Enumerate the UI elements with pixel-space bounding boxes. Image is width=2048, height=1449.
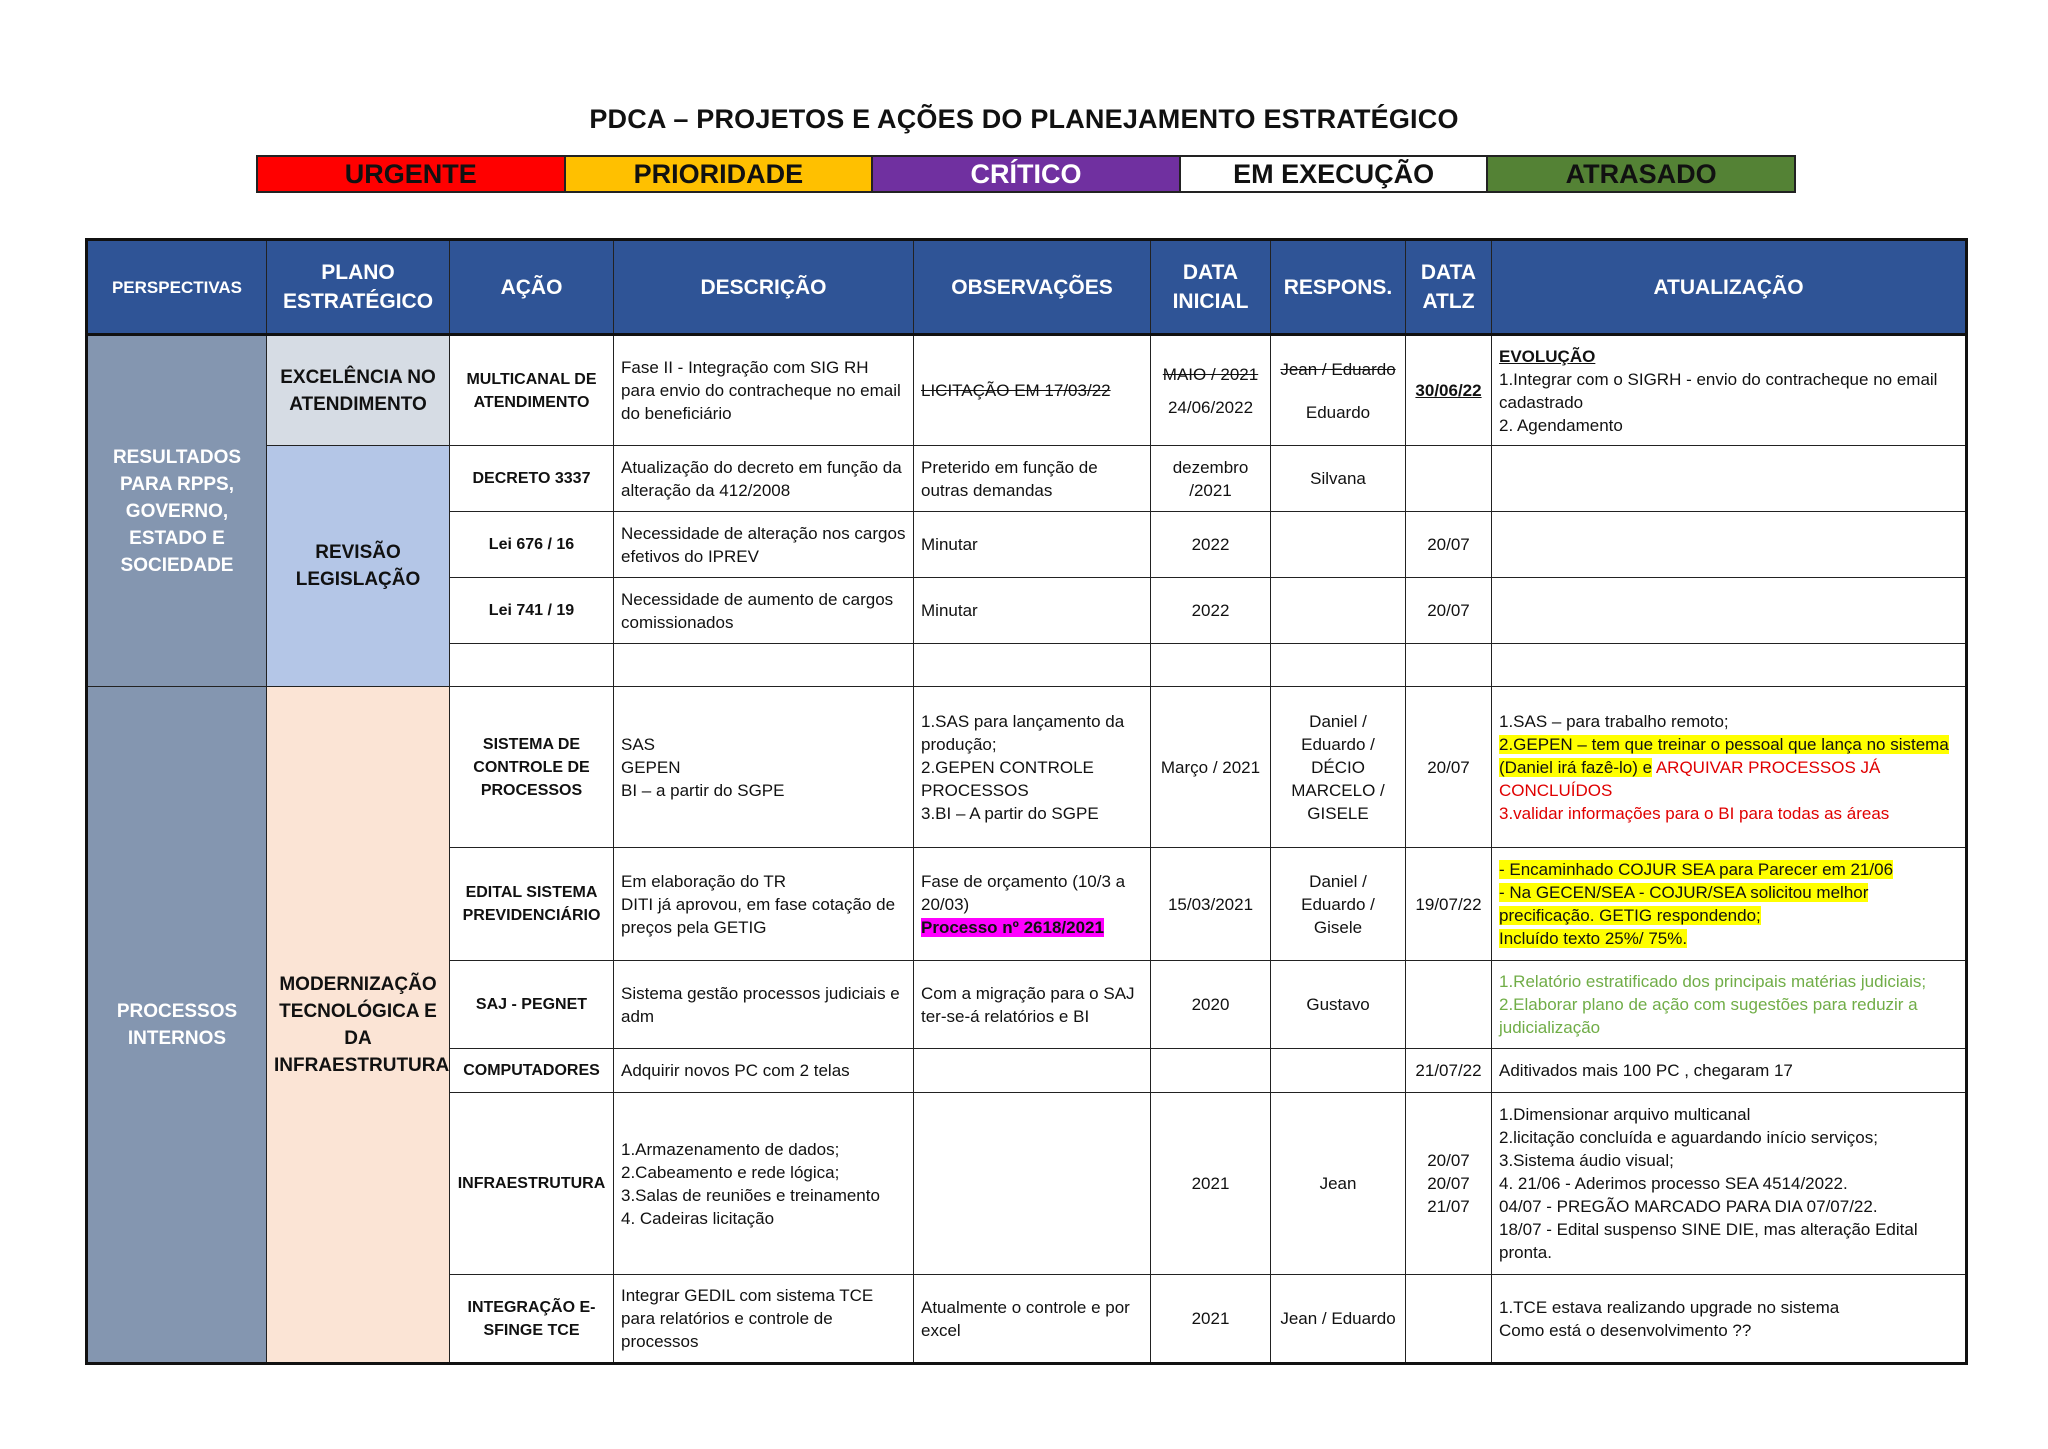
observation-cell: Atualmente o controle e por excel (914, 1275, 1151, 1364)
page-title: PDCA – PROJETOS E AÇÕES DO PLANEJAMENTO ESTRATÉGICO (589, 104, 1459, 134)
update-date-cell: 20/07 (1406, 578, 1492, 644)
update-cell (1492, 446, 1967, 512)
observation-cell (914, 335, 1151, 446)
legend-em-execucao (1181, 157, 1489, 191)
start-date-cell: dezembro /2021 (1151, 446, 1271, 512)
header-observacoes: OBSERVAÇÕES (914, 240, 1151, 335)
action-cell: Lei 741 / 19 (450, 578, 614, 644)
table-row (87, 446, 1967, 512)
responsible-cell: Gustavo (1271, 961, 1406, 1049)
empty-cell (450, 644, 614, 687)
table-row (87, 335, 1967, 446)
update-date: 20/07 (1427, 1174, 1470, 1193)
responsible-cell: Jean / Eduardo (1271, 1275, 1406, 1364)
update-line: 3.Sistema áudio visual; (1499, 1151, 1674, 1170)
action-cell: COMPUTADORES (450, 1049, 614, 1093)
update-line: 04/07 - PREGÃO MARCADO PARA DIA 07/07/22. (1499, 1197, 1878, 1216)
observation-cell: Preterido em função de outras demandas (914, 446, 1151, 512)
empty-cell (1492, 644, 1967, 687)
description-cell: Fase II - Integração com SIG RH para envio do contracheque no email do beneficiário (614, 335, 914, 446)
update-cell (1492, 687, 1967, 848)
description-line: 2.Cabeamento e rede lógica; (621, 1162, 840, 1182)
start-date-cell: 2022 (1151, 512, 1271, 578)
description-cell: Adquirir novos PC com 2 telas (614, 1049, 914, 1093)
update-date-cell (1406, 446, 1492, 512)
start-date-cell (1151, 1049, 1271, 1093)
empty-cell (914, 644, 1151, 687)
observation-cell (914, 1049, 1151, 1093)
update-line: Incluído texto 25%/ 75%. (1499, 929, 1688, 948)
update-line: 1.Integrar com o SIGRH - envio do contracheque no email cadastrado (1499, 369, 1938, 412)
struck-responsible: Jean / Eduardo (1280, 359, 1396, 379)
description-cell: Necessidade de alteração nos cargos efetivos do IPREV (614, 512, 914, 578)
header-respons: RESPONS. (1271, 240, 1406, 335)
action-cell: INTEGRAÇÃO E-SFINGE TCE (450, 1275, 614, 1364)
plan-excelencia: EXCELÊNCIA NO ATENDIMENTO (267, 335, 450, 446)
description-cell: Integrar GEDIL com sistema TCE para relatórios e controle de processos (614, 1275, 914, 1364)
table-row (87, 687, 1967, 848)
observation-cell: Minutar (914, 578, 1151, 644)
description-cell: Atualização do decreto em função da alteração da 412/2008 (614, 446, 914, 512)
action-cell: SISTEMA DE CONTROLE DE PROCESSOS (450, 687, 614, 848)
observation-cell: Com a migração para o SAJ ter-se-á relatórios e BI (914, 961, 1151, 1049)
update-date-cell (1406, 335, 1492, 446)
description-cell (614, 848, 914, 961)
plan-modernizacao: MODERNIZAÇÃO TECNOLÓGICA E DA INFRAESTRUTURA (267, 687, 450, 1364)
legend-prioridade (566, 157, 874, 191)
struck-text: LICITAÇÃO EM 17/03/22 (921, 381, 1111, 400)
observation-cell (914, 848, 1151, 961)
update-date-cell: 19/07/22 (1406, 848, 1492, 961)
description-line: SAS (621, 734, 656, 754)
header-row (87, 240, 1967, 335)
empty-cell (614, 644, 914, 687)
update-date: 20/07 (1427, 1151, 1470, 1170)
update-cell (1492, 578, 1967, 644)
update-line: 4. 21/06 - Aderimos processo SEA 4514/2022. (1499, 1174, 1848, 1193)
legend-atrasado (1488, 157, 1794, 191)
action-cell: MULTICANAL DE ATENDIMENTO (450, 335, 614, 446)
update-line: 2. Agendamento (1499, 415, 1623, 435)
update-cell (1492, 1275, 1967, 1364)
update-date: 21/07 (1427, 1197, 1470, 1216)
observation-line: 1.SAS para lançamento da produção; (921, 711, 1125, 754)
header-acao: AÇÃO (450, 240, 614, 335)
action-cell: Lei 676 / 16 (450, 512, 614, 578)
description-cell: Sistema gestão processos judiciais e adm (614, 961, 914, 1049)
update-date-cell: 20/07 (1406, 512, 1492, 578)
legend-label: CRÍTICO (970, 158, 1082, 189)
responsible-cell: Daniel / Eduardo / DÉCIO MARCELO / GISELE (1271, 687, 1406, 848)
observation-cell (914, 687, 1151, 848)
description-line: 3.Salas de reuniões e treinamento (621, 1185, 880, 1205)
description-line: DITI já aprovou, em fase cotação de preços pela GETIG (621, 894, 896, 937)
responsible-cell (1271, 578, 1406, 644)
update-cell (1492, 848, 1967, 961)
start-date-cell: 2021 (1151, 1275, 1271, 1364)
update-cell (1492, 1093, 1967, 1275)
update-line: 3.validar informações para o BI para todas as áreas (1499, 803, 1890, 823)
red-text: ARQUIVAR PROCESSOS JÁ CONCLUÍDOS (1499, 757, 1881, 800)
update-line: 2.licitação concluída e aguardando início serviços; (1499, 1128, 1878, 1147)
description-line: 1.Armazenamento de dados; (621, 1139, 840, 1159)
action-cell: SAJ - PEGNET (450, 961, 614, 1049)
description-line: BI – a partir do SGPE (621, 780, 785, 800)
legend-critico (873, 157, 1181, 191)
legend-label: ATRASADO (1565, 158, 1717, 189)
update-date: 30/06/22 (1415, 381, 1482, 400)
update-cell: Aditivados mais 100 PC , chegaram 17 (1492, 1049, 1967, 1093)
update-line: 2.Elaborar plano de ação com sugestões para reduzir a judicialização (1499, 995, 1918, 1037)
header-data-atlz: DATA ATLZ (1406, 240, 1492, 335)
status-legend (256, 155, 1796, 193)
observation-line: Fase de orçamento (10/3 a 20/03) (921, 871, 1126, 914)
start-date-cell (1151, 335, 1271, 446)
action-cell: INFRAESTRUTURA (450, 1093, 614, 1275)
update-date-cell (1406, 961, 1492, 1049)
description-cell (614, 1093, 914, 1275)
responsible: Eduardo (1305, 402, 1371, 422)
struck-date: MAIO / 2021 (1162, 364, 1259, 384)
start-date-cell: 15/03/2021 (1151, 848, 1271, 961)
responsible-cell (1271, 335, 1406, 446)
action-cell: EDITAL SISTEMA PREVIDENCIÁRIO (450, 848, 614, 961)
update-cell (1492, 961, 1967, 1049)
observation-cell (914, 1093, 1151, 1275)
responsible-cell: Daniel / Eduardo / Gisele (1271, 848, 1406, 961)
responsible-cell: Jean (1271, 1093, 1406, 1275)
description-line: 4. Cadeiras licitação (621, 1208, 775, 1228)
update-line: 18/07 - Edital suspenso SINE DIE, mas alteração Edital pronta. (1499, 1220, 1918, 1262)
process-number: Processo nº 2618/2021 (921, 917, 1104, 937)
update-date-cell: 21/07/22 (1406, 1049, 1492, 1093)
update-date-cell (1406, 1093, 1492, 1275)
start-date-cell: 2022 (1151, 578, 1271, 644)
perspective-processos: PROCESSOS INTERNOS (87, 687, 267, 1364)
description-line: GEPEN (621, 757, 681, 777)
legend-urgente (258, 157, 566, 191)
empty-cell (1151, 644, 1271, 687)
description-cell (614, 687, 914, 848)
update-line: 1.Dimensionar arquivo multicanal (1499, 1105, 1751, 1124)
action-cell: DECRETO 3337 (450, 446, 614, 512)
observation-cell: Minutar (914, 512, 1151, 578)
header-data-inicial: DATA INICIAL (1151, 240, 1271, 335)
header-atualizacao: ATUALIZAÇÃO (1492, 240, 1967, 335)
update-line: 1.Relatório estratificado dos principais matérias judiciais; (1499, 972, 1927, 991)
pdca-table (85, 238, 1968, 1365)
update-line: Como está o desenvolvimento ?? (1499, 1320, 1752, 1340)
header-descricao: DESCRIÇÃO (614, 240, 914, 335)
empty-cell (1406, 644, 1492, 687)
description-cell: Necessidade de aumento de cargos comissionados (614, 578, 914, 644)
update-line: - Na GECEN/SEA - COJUR/SEA solicitou melhor precificação. GETIG respondendo; (1499, 883, 1869, 925)
start-date-cell: Março / 2021 (1151, 687, 1271, 848)
responsible-cell (1271, 512, 1406, 578)
header-perspectivas: PERSPECTIVAS (87, 240, 267, 335)
empty-cell (1271, 644, 1406, 687)
start-date: 24/06/2022 (1167, 397, 1254, 417)
update-line: - Encaminhado COJUR SEA para Parecer em 21/06 (1499, 860, 1894, 879)
legend-label: EM EXECUÇÃO (1233, 158, 1435, 189)
update-cell (1492, 335, 1967, 446)
legend-label: URGENTE (344, 158, 477, 189)
update-line: 1.TCE estava realizando upgrade no sistema (1499, 1297, 1840, 1317)
highlighted-text: 2.GEPEN – tem que treinar o pessoal que lança no sistema (Daniel irá fazê-lo) e (1499, 734, 1949, 777)
observation-line: 2.GEPEN CONTROLE PROCESSOS (921, 757, 1094, 800)
plan-revisao: REVISÃO LEGISLAÇÃO (267, 446, 450, 687)
observation-line: 3.BI – A partir do SGPE (921, 803, 1099, 823)
start-date-cell: 2021 (1151, 1093, 1271, 1275)
update-date-cell: 20/07 (1406, 687, 1492, 848)
perspective-resultados: RESULTADOS PARA RPPS, GOVERNO, ESTADO E SOCIEDADE (87, 335, 267, 687)
update-cell (1492, 512, 1967, 578)
start-date-cell: 2020 (1151, 961, 1271, 1049)
update-line-mixed (1499, 733, 1958, 802)
update-date-cell (1406, 1275, 1492, 1364)
header-plano: PLANO ESTRATÉGICO (267, 240, 450, 335)
responsible-cell: Silvana (1271, 446, 1406, 512)
legend-label: PRIORIDADE (633, 158, 804, 189)
responsible-cell (1271, 1049, 1406, 1093)
description-line: Em elaboração do TR (621, 871, 787, 891)
update-line: 1.SAS – para trabalho remoto; (1499, 711, 1729, 731)
update-title: EVOLUÇÃO (1499, 346, 1596, 366)
